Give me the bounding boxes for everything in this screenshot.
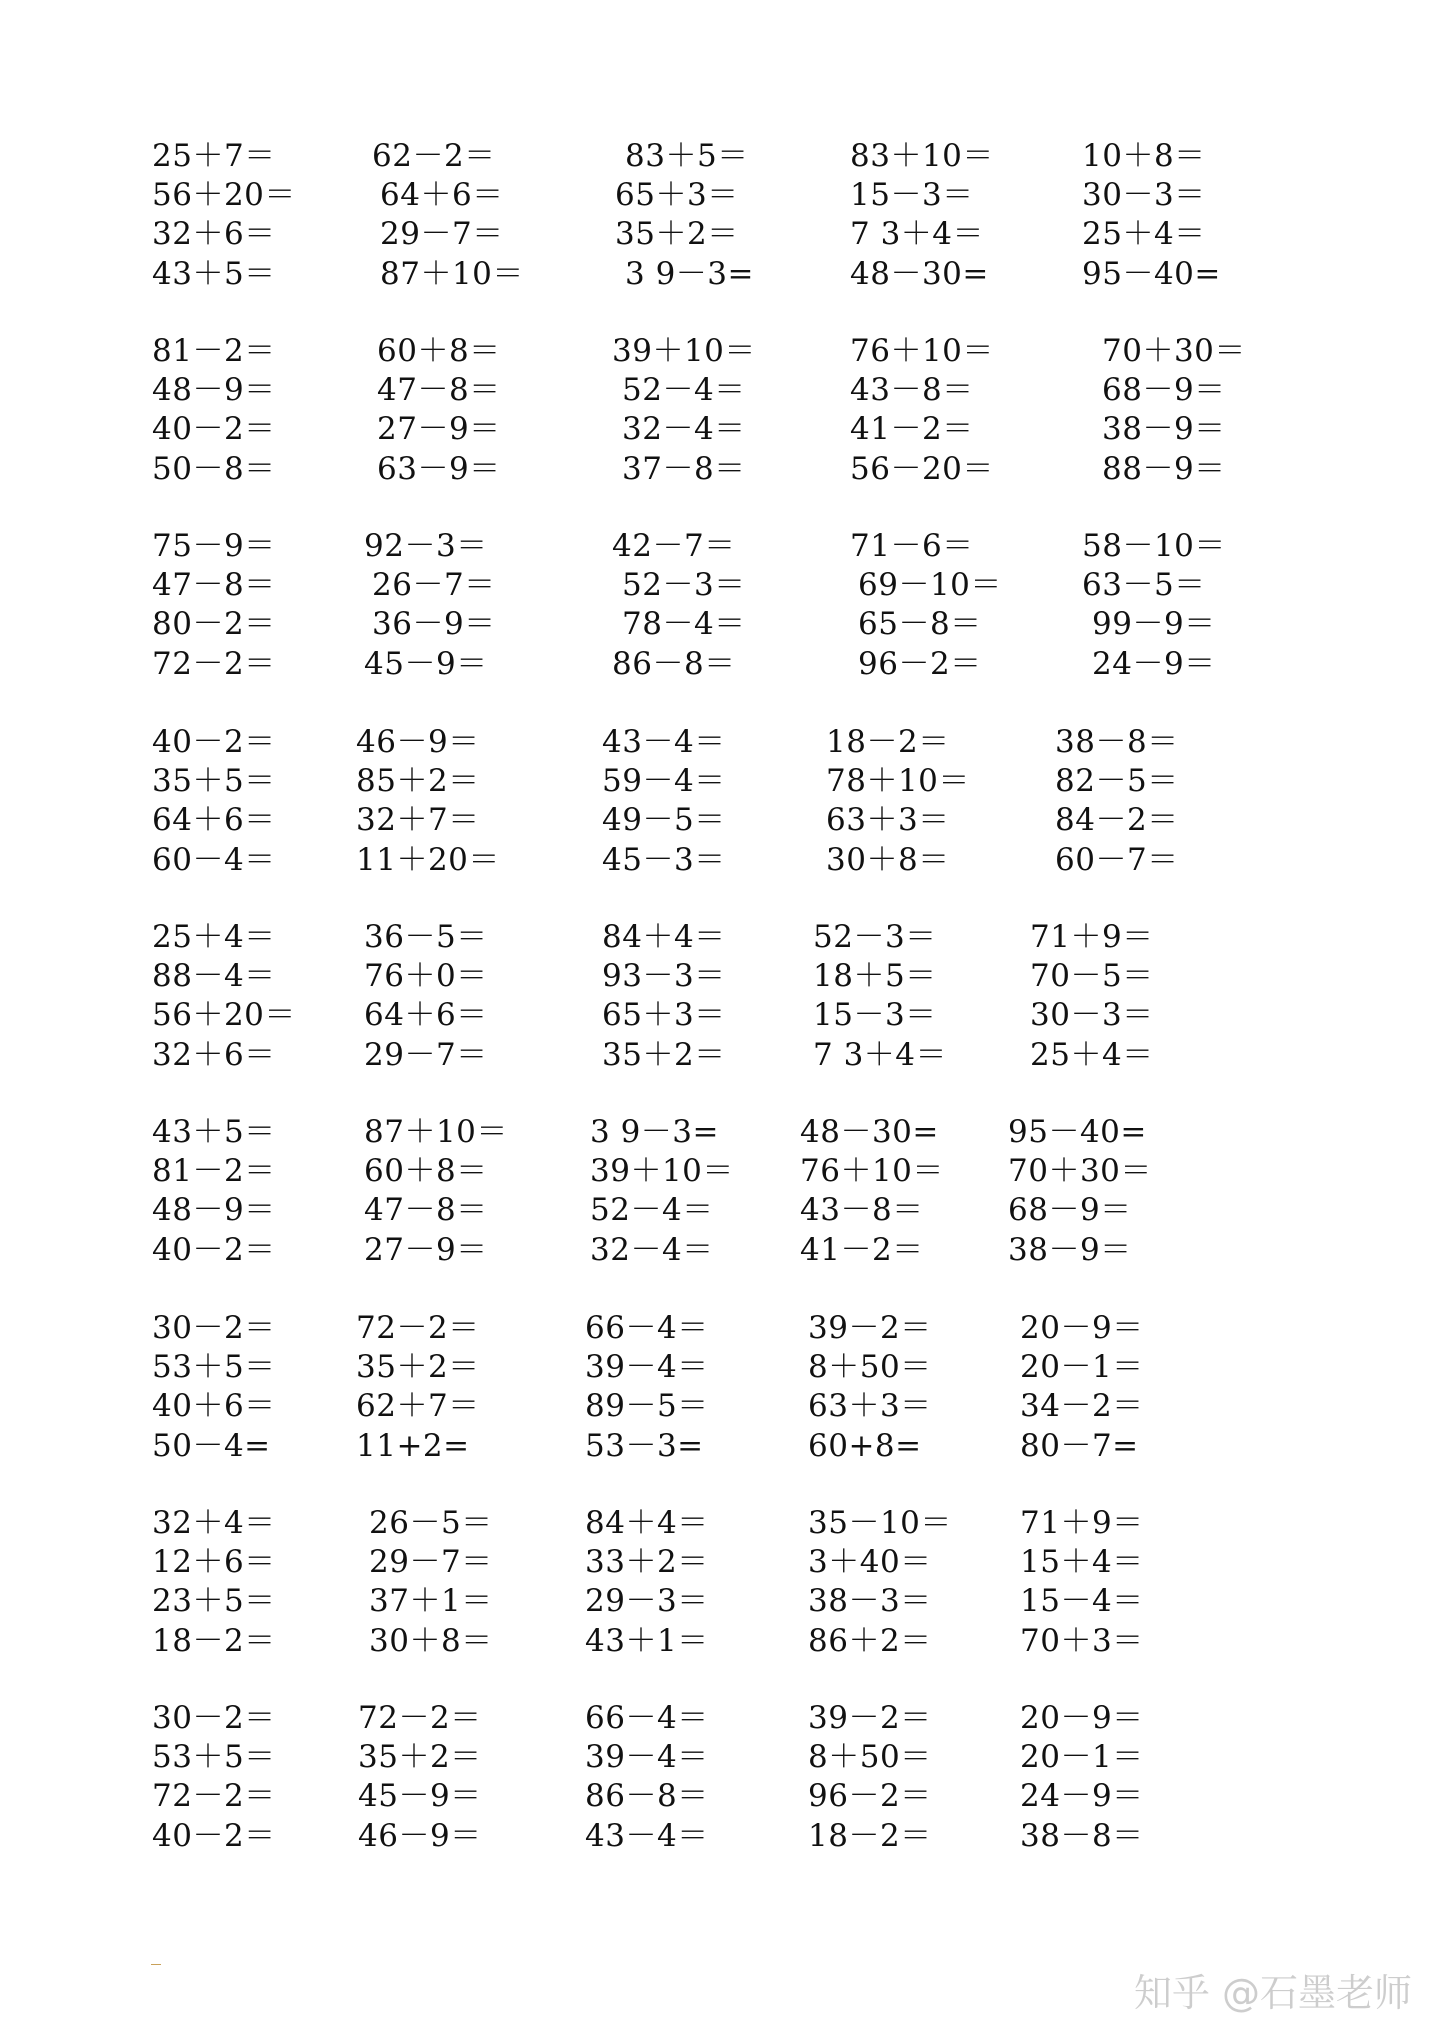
math-problem: 60+8= [808, 1428, 922, 1464]
math-problem: 87＋10＝ [364, 1114, 508, 1150]
math-problem: 7 3＋4＝ [850, 216, 985, 252]
math-problem: 89－5＝ [585, 1388, 709, 1424]
math-problem: 52－4＝ [622, 372, 746, 408]
math-problem: 86－8＝ [612, 646, 736, 682]
math-problem: 45－3＝ [602, 842, 726, 878]
math-problem: 93－3＝ [602, 958, 726, 994]
math-problem: 60－7＝ [1055, 842, 1179, 878]
math-problem: 12＋6＝ [152, 1544, 276, 1580]
math-problem: 45－9＝ [358, 1778, 482, 1814]
math-problem: 46－9＝ [358, 1818, 482, 1854]
math-problem: 32－4＝ [590, 1232, 714, 1268]
math-problem: 39－2＝ [808, 1310, 932, 1346]
math-problem: 35＋2＝ [356, 1349, 480, 1385]
math-problem: 47－8＝ [377, 372, 501, 408]
math-problem: 40－2＝ [152, 411, 276, 447]
math-problem: 83＋5＝ [625, 138, 749, 174]
math-problem: 83＋10＝ [850, 138, 994, 174]
math-problem: 32＋7＝ [356, 802, 480, 838]
math-problem: 32＋6＝ [152, 216, 276, 252]
footer-mark [151, 1964, 161, 1965]
math-problem: 53＋5＝ [152, 1349, 276, 1385]
math-problem: 86＋2＝ [808, 1623, 932, 1659]
math-problem: 65＋3＝ [602, 997, 726, 1033]
math-problem: 35＋2＝ [602, 1037, 726, 1073]
math-problem: 53－3= [585, 1428, 704, 1464]
math-problem: 20－9＝ [1020, 1310, 1144, 1346]
math-problem: 43＋5＝ [152, 256, 276, 292]
math-problem: 30－2＝ [152, 1310, 276, 1346]
math-problem: 60＋8＝ [377, 333, 501, 369]
math-problem: 36－5＝ [364, 919, 488, 955]
math-problem: 69－10＝ [858, 567, 1002, 603]
math-problem: 85＋2＝ [356, 763, 480, 799]
math-problem: 59－4＝ [602, 763, 726, 799]
math-problem: 25＋4＝ [1082, 216, 1206, 252]
math-problem: 29－7＝ [369, 1544, 493, 1580]
math-problem: 78－4＝ [622, 606, 746, 642]
math-problem: 71＋9＝ [1020, 1505, 1144, 1541]
math-problem: 38－9＝ [1008, 1232, 1132, 1268]
math-problem: 88－9＝ [1102, 451, 1226, 487]
math-problem: 60＋8＝ [364, 1153, 488, 1189]
math-problem: 32－4＝ [622, 411, 746, 447]
math-problem: 3＋40＝ [808, 1544, 932, 1580]
math-problem: 76＋10＝ [800, 1153, 944, 1189]
math-problem: 80－7= [1020, 1428, 1139, 1464]
math-problem: 68－9＝ [1102, 372, 1226, 408]
math-problem: 63－9＝ [377, 451, 501, 487]
math-problem: 27－9＝ [364, 1232, 488, 1268]
math-problem: 43－8＝ [800, 1192, 924, 1228]
math-problem: 7 3＋4＝ [813, 1037, 948, 1073]
math-problem: 48－30= [800, 1114, 939, 1150]
math-problem: 15－3＝ [813, 997, 937, 1033]
math-problem: 62＋7＝ [356, 1388, 480, 1424]
math-problem: 86－8＝ [585, 1778, 709, 1814]
math-problem: 40－2＝ [152, 724, 276, 760]
math-problem: 11+2= [356, 1428, 470, 1464]
math-problem: 68－9＝ [1008, 1192, 1132, 1228]
math-problem: 38－8＝ [1020, 1818, 1144, 1854]
math-problem: 65－8＝ [858, 606, 982, 642]
math-problem: 39＋10＝ [612, 333, 756, 369]
math-problem: 39＋10＝ [590, 1153, 734, 1189]
math-problem: 48－9＝ [152, 372, 276, 408]
math-problem: 95－40= [1008, 1114, 1147, 1150]
math-problem: 63＋3＝ [808, 1388, 932, 1424]
math-problem: 40－2＝ [152, 1232, 276, 1268]
math-problem: 48－30= [850, 256, 989, 292]
math-problem: 49－5＝ [602, 802, 726, 838]
math-problem: 39－4＝ [585, 1739, 709, 1775]
math-problem: 43＋5＝ [152, 1114, 276, 1150]
math-problem: 25＋7＝ [152, 138, 276, 174]
math-problem: 84－2＝ [1055, 802, 1179, 838]
math-problem: 11＋20＝ [356, 842, 500, 878]
math-problem: 92－3＝ [364, 528, 488, 564]
math-problem: 25＋4＝ [1030, 1037, 1154, 1073]
math-problem: 76＋0＝ [364, 958, 488, 994]
math-problem: 84＋4＝ [602, 919, 726, 955]
math-problem: 24－9＝ [1020, 1778, 1144, 1814]
math-problem: 29－3＝ [585, 1583, 709, 1619]
math-problem: 96－2＝ [858, 646, 982, 682]
math-problem: 40＋6＝ [152, 1388, 276, 1424]
math-problem: 34－2＝ [1020, 1388, 1144, 1424]
math-problem: 10＋8＝ [1082, 138, 1206, 174]
math-problem: 15＋4＝ [1020, 1544, 1144, 1580]
math-problem: 20－1＝ [1020, 1349, 1144, 1385]
math-problem: 26－7＝ [372, 567, 496, 603]
math-problem: 53＋5＝ [152, 1739, 276, 1775]
math-problem: 60－4＝ [152, 842, 276, 878]
math-problem: 64＋6＝ [380, 177, 504, 213]
math-problem: 46－9＝ [356, 724, 480, 760]
math-problem: 72－2＝ [356, 1310, 480, 1346]
watermark: 知乎 @石墨老师 [1133, 1971, 1412, 2015]
math-problem: 37＋1＝ [369, 1583, 493, 1619]
math-problem: 50－4= [152, 1428, 271, 1464]
math-problem: 33＋2＝ [585, 1544, 709, 1580]
math-problem: 35－10＝ [808, 1505, 952, 1541]
math-problem: 88－4＝ [152, 958, 276, 994]
math-problem: 35＋5＝ [152, 763, 276, 799]
math-problem: 72－2＝ [152, 1778, 276, 1814]
math-problem: 18－2＝ [152, 1623, 276, 1659]
math-problem: 62－2＝ [372, 138, 496, 174]
math-problem: 96－2＝ [808, 1778, 932, 1814]
math-problem: 37－8＝ [622, 451, 746, 487]
math-problem: 87＋10＝ [380, 256, 524, 292]
math-problem: 52－3＝ [622, 567, 746, 603]
math-problem: 70－5＝ [1030, 958, 1154, 994]
math-problem: 8＋50＝ [808, 1739, 932, 1775]
math-problem: 23＋5＝ [152, 1583, 276, 1619]
math-problem: 48－9＝ [152, 1192, 276, 1228]
math-problem: 20－1＝ [1020, 1739, 1144, 1775]
math-problem: 70＋30＝ [1008, 1153, 1152, 1189]
math-problem: 29－7＝ [380, 216, 504, 252]
math-problem: 81－2＝ [152, 333, 276, 369]
math-problem: 42－7＝ [612, 528, 736, 564]
math-problem: 35＋2＝ [615, 216, 739, 252]
math-problem: 56－20＝ [850, 451, 994, 487]
math-problem: 63＋3＝ [826, 802, 950, 838]
math-problem: 45－9＝ [364, 646, 488, 682]
math-problem: 81－2＝ [152, 1153, 276, 1189]
math-problem: 30＋8＝ [826, 842, 950, 878]
math-problem: 70＋3＝ [1020, 1623, 1144, 1659]
math-problem: 64＋6＝ [364, 997, 488, 1033]
math-problem: 36－9＝ [372, 606, 496, 642]
math-problem: 18－2＝ [826, 724, 950, 760]
math-problem: 30－2＝ [152, 1700, 276, 1736]
math-problem: 15－3＝ [850, 177, 974, 213]
math-problem: 35＋2＝ [358, 1739, 482, 1775]
math-problem: 3 9－3= [625, 256, 754, 292]
math-problem: 30＋8＝ [369, 1623, 493, 1659]
math-problem: 71＋9＝ [1030, 919, 1154, 955]
math-problem: 29－7＝ [364, 1037, 488, 1073]
math-problem: 99－9＝ [1092, 606, 1216, 642]
math-problem: 52－3＝ [813, 919, 937, 955]
math-problem: 39－2＝ [808, 1700, 932, 1736]
math-problem: 56＋20＝ [152, 997, 296, 1033]
math-problem: 39－4＝ [585, 1349, 709, 1385]
math-problem: 66－4＝ [585, 1700, 709, 1736]
math-problem: 24－9＝ [1092, 646, 1216, 682]
math-problem: 72－2＝ [152, 646, 276, 682]
math-problem: 50－8＝ [152, 451, 276, 487]
math-problem: 70＋30＝ [1102, 333, 1246, 369]
math-problem: 66－4＝ [585, 1310, 709, 1346]
math-problem: 27－9＝ [377, 411, 501, 447]
math-problem: 3 9－3= [590, 1114, 719, 1150]
math-problem: 63－5＝ [1082, 567, 1206, 603]
math-problem: 95－40= [1082, 256, 1221, 292]
math-problem: 20－9＝ [1020, 1700, 1144, 1736]
math-problem: 58－10＝ [1082, 528, 1226, 564]
math-problem: 8＋50＝ [808, 1349, 932, 1385]
math-problem: 84＋4＝ [585, 1505, 709, 1541]
math-problem: 25＋4＝ [152, 919, 276, 955]
math-problem: 38－9＝ [1102, 411, 1226, 447]
math-problem: 30－3＝ [1082, 177, 1206, 213]
math-problem: 71－6＝ [850, 528, 974, 564]
math-problem: 47－8＝ [364, 1192, 488, 1228]
math-problem: 38－3＝ [808, 1583, 932, 1619]
math-problem: 32＋4＝ [152, 1505, 276, 1541]
math-problem: 43－4＝ [602, 724, 726, 760]
math-problem: 32＋6＝ [152, 1037, 276, 1073]
math-problem: 82－5＝ [1055, 763, 1179, 799]
math-problem: 52－4＝ [590, 1192, 714, 1228]
math-problem: 30－3＝ [1030, 997, 1154, 1033]
math-problem: 78＋10＝ [826, 763, 970, 799]
math-problem: 65＋3＝ [615, 177, 739, 213]
math-problem: 75－9＝ [152, 528, 276, 564]
math-problem: 15－4＝ [1020, 1583, 1144, 1619]
math-problem: 80－2＝ [152, 606, 276, 642]
math-problem: 76＋10＝ [850, 333, 994, 369]
math-problem: 41－2＝ [800, 1232, 924, 1268]
math-problem: 56＋20＝ [152, 177, 296, 213]
math-problem: 38－8＝ [1055, 724, 1179, 760]
math-problem: 26－5＝ [369, 1505, 493, 1541]
math-problem: 18＋5＝ [813, 958, 937, 994]
math-problem: 41－2＝ [850, 411, 974, 447]
math-problem: 18－2＝ [808, 1818, 932, 1854]
math-problem: 43－4＝ [585, 1818, 709, 1854]
math-problem: 43＋1＝ [585, 1623, 709, 1659]
math-problem: 64＋6＝ [152, 802, 276, 838]
math-problem: 43－8＝ [850, 372, 974, 408]
math-problem: 72－2＝ [358, 1700, 482, 1736]
math-problem: 40－2＝ [152, 1818, 276, 1854]
math-problem: 47－8＝ [152, 567, 276, 603]
